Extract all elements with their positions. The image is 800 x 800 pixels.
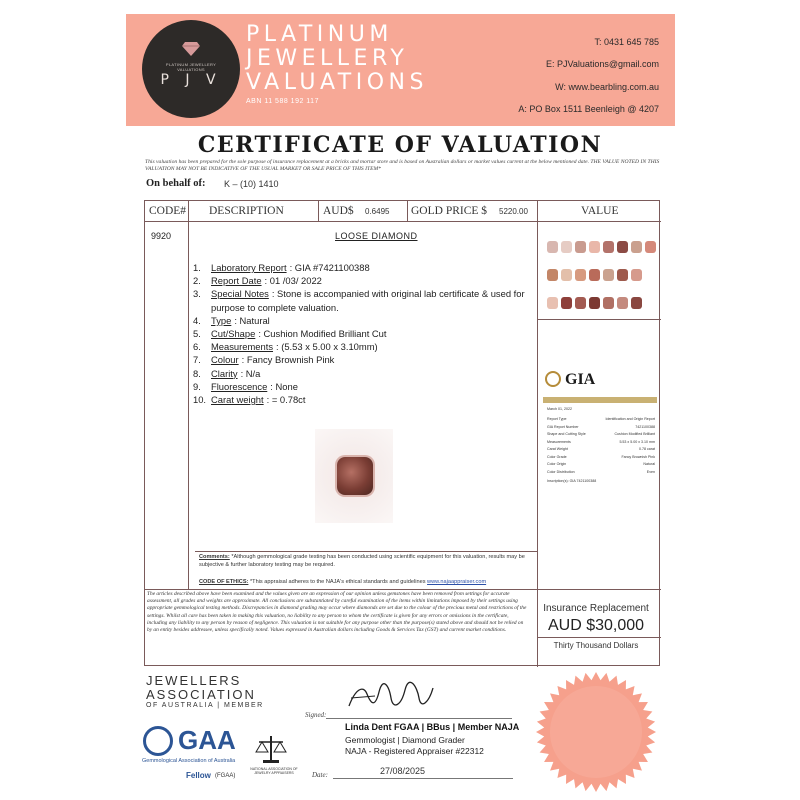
item-number: 2. — [193, 275, 201, 287]
diamond-colour-chart — [541, 231, 659, 317]
ethics-label: CODE OF ETHICS: — [199, 579, 249, 585]
gia-row — [547, 470, 655, 474]
gia-inscription: Inscription(s): GIA 7421100388 — [547, 479, 597, 483]
insurance-label: Insurance Replacement — [543, 603, 649, 614]
appraiser-name: Linda Dent FGAA | BBus | Member NAJA — [345, 722, 520, 732]
gia-row-key: Measurements — [547, 439, 571, 444]
gia-row-key: Carat Weight — [547, 447, 568, 451]
insurance-value: AUD $30,000 — [547, 617, 645, 634]
header-gold-price: GOLD PRICE $ — [411, 205, 488, 217]
colour-sample — [617, 241, 628, 253]
date-label: Date: — [312, 771, 328, 779]
naja-link[interactable]: www.najaappraiser.com — [427, 579, 487, 585]
gia-row-key: Report Type — [547, 417, 567, 421]
item-label: Carat weight — [211, 394, 264, 406]
item-content — [211, 314, 270, 327]
behalf-value: K – (10) 1410 — [224, 179, 279, 189]
description-item — [193, 261, 543, 274]
colour-sample — [617, 297, 628, 309]
handwritten-signature — [345, 680, 435, 712]
item-number: 10. — [193, 394, 207, 406]
item-label: Measurements — [211, 341, 274, 353]
item-number: 6. — [193, 341, 201, 353]
item-label: Laboratory Report — [211, 262, 287, 273]
colour-sample — [603, 241, 614, 253]
item-value: : N/a — [240, 367, 261, 379]
item-title: LOOSE DIAMOND — [335, 231, 418, 241]
colour-sample — [603, 297, 614, 309]
item-label: Clarity — [211, 367, 238, 379]
header-description: DESCRIPTION — [209, 205, 284, 217]
colour-sample — [617, 269, 628, 281]
code-of-ethics — [199, 579, 539, 585]
item-label: Type — [211, 314, 232, 326]
ja-logo-line-2: ASSOCIATION — [146, 687, 256, 702]
gia-row-value: 5.53 x 5.00 x 3.10 mm — [619, 439, 655, 444]
logo-initials: P J V — [160, 72, 222, 88]
colour-sample — [631, 241, 642, 253]
colour-sample — [575, 269, 586, 281]
item-value: : Cushion Modified Brilliant Cut — [258, 328, 387, 340]
description-item — [193, 340, 543, 353]
gaa-subtitle: Gemmological Association of Australia — [142, 758, 236, 764]
header-aud-value: 0.6495 — [365, 207, 390, 216]
gia-row-key: Color Grade — [547, 454, 567, 459]
item-value: : (5.53 x 5.00 x 3.10mm) — [276, 341, 378, 353]
comments-label: Comments: — [199, 554, 230, 560]
gia-row-key: Shape and Cutting Style — [547, 432, 586, 436]
gia-row-value: Even — [646, 469, 655, 474]
description-item — [193, 380, 543, 393]
gia-report-bar — [543, 397, 657, 403]
header-code: CODE# — [149, 205, 187, 217]
date-line — [333, 778, 513, 779]
valuation-table — [144, 200, 660, 666]
description-item — [193, 274, 543, 287]
gia-row — [547, 432, 655, 436]
item-number: 3. — [193, 288, 201, 300]
gia-row-key: Color Origin — [547, 462, 567, 466]
embossed-seal — [534, 670, 658, 794]
item-label: Colour — [211, 354, 239, 366]
item-value: : Fancy Brownish Pink — [241, 354, 335, 366]
gia-row — [547, 462, 655, 466]
gia-row — [547, 417, 655, 421]
gaa-logo: GAA — [178, 725, 236, 755]
gia-row — [547, 440, 655, 444]
colour-sample — [589, 269, 600, 281]
header-gold-value: 5220.00 — [499, 207, 528, 216]
item-number: 7. — [193, 354, 201, 366]
company-logo — [142, 20, 240, 118]
website: W: www.bearbling.com.au — [555, 82, 659, 92]
gia-date: March 01, 2022 — [547, 407, 572, 411]
item-value: : = 0.78ct — [266, 394, 306, 406]
gia-row-value: Fancy Brownish Pink — [621, 454, 655, 459]
articles-disclaimer: The articles described above have been examined and the values given are an expression of our opinion unless gemstones have been removed from settings for accurate assessment, all grades and weights are approximate. All conclusions are substantiated by careful examination of the items within limitations imposed by their settings using appropriate gemmological testing methods. Discrepancies in diamond grading may occur where diamonds are set due to the colour of the precious metal and restrictions of the settings. Whilst all care has been taken in making this valuation, no liability to any person to whom the certificate is given for any errors or omissions in the certificate, including any liability to any person by reason of negligence. This valuation is not suitable for any purpose other than the purpose(s) stated above and should not be relied on by an entity besides addressee, unless specifically noted. Values expressed in Australian dollars including Goods & Services Tax (GST) and current market conditions. — [147, 591, 527, 634]
colour-sample — [603, 269, 614, 281]
ja-logo-line-3: OF AUSTRALIA | MEMBER — [146, 702, 264, 709]
gia-report-image — [543, 367, 657, 487]
colour-sample — [547, 297, 558, 309]
appraiser-registration: NAJA - Registered Appraiser #22312 — [345, 746, 484, 756]
email-address: E: PJValuations@gmail.com — [545, 59, 659, 69]
colour-sample — [589, 297, 600, 309]
abn-number: ABN 11 588 192 117 — [246, 98, 319, 105]
item-content — [211, 340, 378, 353]
gia-row-value: Identification and Origin Report — [605, 417, 655, 421]
description-item — [193, 327, 543, 340]
signed-label: Signed: — [305, 711, 327, 719]
item-code: 9920 — [151, 231, 172, 241]
ja-logo-line-1: JEWELLERS — [146, 673, 242, 688]
diamond-stone — [337, 457, 373, 495]
item-value: : GIA #7421100388 — [289, 262, 370, 273]
item-label: Special Notes — [211, 288, 269, 300]
colour-sample — [561, 269, 572, 281]
comments-note — [199, 553, 539, 569]
brand-line-3: VALUATIONS — [246, 70, 428, 95]
item-number: 9. — [193, 380, 201, 392]
colour-sample — [631, 269, 642, 281]
gia-row-key: GIA Report Number — [547, 424, 579, 429]
certificate-title: CERTIFICATE OF VALUATION — [197, 132, 603, 158]
appraiser-role: Gemmologist | Diamond Grader — [345, 735, 465, 745]
colour-sample — [575, 241, 586, 253]
colour-sample — [547, 269, 558, 281]
item-label: Report Date — [211, 275, 262, 287]
diamond-icon — [182, 42, 200, 56]
colour-sample — [547, 241, 558, 253]
description-item — [193, 367, 543, 380]
item-content — [211, 261, 370, 274]
naja-caption: NATIONAL ASSOCIATION OF JEWELRY APPRAISERS — [250, 767, 298, 775]
scales-icon — [254, 734, 288, 764]
gia-row — [547, 425, 655, 429]
item-number: 4. — [193, 314, 201, 326]
description-item — [193, 353, 543, 366]
ethics-text: *This appraisal adheres to the NAJA's ethical standards and guidelines — [248, 579, 428, 585]
item-content — [211, 367, 260, 380]
item-content — [211, 353, 334, 366]
gia-row-value: Natural — [643, 462, 655, 466]
gia-row-value: Cushion Modified Brilliant — [614, 432, 655, 436]
item-number: 8. — [193, 367, 201, 379]
brand-line-1: PLATINUM — [246, 22, 393, 47]
description-item — [193, 287, 543, 313]
item-value: : Stone is accompanied with original lab certificate & used for purpose to complete valuation. — [211, 288, 525, 313]
insurance-words: Thirty Thousand Dollars — [553, 641, 639, 650]
item-content — [211, 393, 305, 406]
item-value: : 01 /03/ 2022 — [264, 275, 322, 287]
gia-row — [547, 447, 655, 451]
gaa-seal-icon — [143, 726, 173, 756]
colour-sample — [631, 297, 642, 309]
colour-sample — [561, 297, 572, 309]
diamond-photo — [315, 429, 393, 523]
item-content — [211, 380, 298, 393]
phone-number: T: 0431 645 785 — [594, 37, 659, 47]
description-list — [193, 261, 543, 406]
brand-line-2: JEWELLERY — [246, 46, 409, 71]
gia-row-value: 0.78 carat — [639, 447, 655, 451]
item-value: : Natural — [234, 314, 270, 326]
item-number: 1. — [193, 262, 201, 273]
item-value: : None — [270, 380, 298, 392]
date-value: 27/08/2025 — [380, 766, 426, 776]
colour-sample — [561, 241, 572, 253]
item-content — [211, 287, 543, 313]
colour-sample — [575, 297, 586, 309]
logo-small-text: PLATINUM JEWELLERY VALUATIONS — [165, 62, 217, 72]
description-item — [193, 393, 543, 406]
gia-row — [547, 455, 655, 459]
colour-sample — [645, 241, 656, 253]
item-content — [211, 274, 322, 287]
colour-sample — [589, 241, 600, 253]
item-content — [211, 327, 387, 340]
header-aud: AUD$ — [323, 205, 354, 217]
signature-line — [326, 718, 512, 719]
item-number: 5. — [193, 328, 201, 340]
gaa-fellow-sub: (FGAA) — [215, 773, 236, 779]
gia-row-key: Color Distribution — [547, 469, 575, 474]
postal-address: A: PO Box 1511 Beenleigh @ 4207 — [518, 104, 659, 114]
valuation-disclaimer: This valuation has been prepared for the sole purpose of insurance replacement at a bricks and mortar store and is based on Australian dollars or market values current at the below mentioned date. THE VALUE NOTED IN THIS VALUATION MAY NOT BE INDICATIVE OF THE USUAL MARKET OR SALE PRICE OF THIS ITEM* — [145, 159, 660, 172]
gaa-fellow: Fellow — [186, 771, 211, 780]
header-banner — [126, 14, 675, 126]
item-label: Cut/Shape — [211, 328, 256, 340]
header-value: VALUE — [581, 205, 619, 217]
gia-logo: GIA — [565, 371, 596, 388]
behalf-label: On behalf of: — [146, 178, 206, 189]
gia-seal-icon — [545, 371, 561, 387]
gia-row-value: 7421100388 — [635, 424, 655, 429]
comments-text: *Although gemmological grade testing has been conducted using scientific equipment for this valuation, results may be subjective & further laboratory testing may be required. — [199, 554, 525, 568]
item-label: Fluorescence — [211, 380, 268, 392]
description-item — [193, 314, 543, 327]
